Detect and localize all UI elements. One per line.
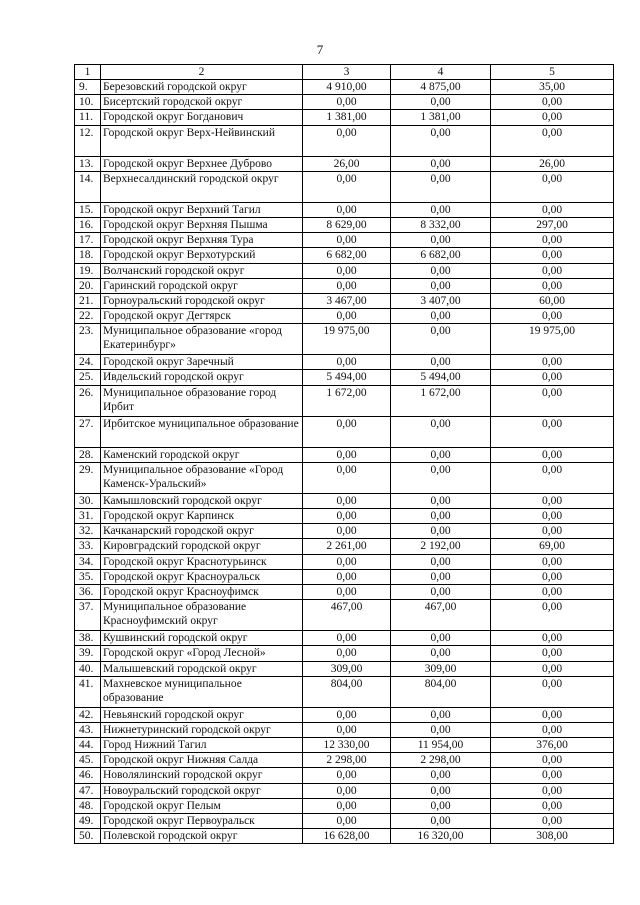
row-number: 29. (75, 462, 101, 493)
value-col-4: 0,00 (391, 783, 491, 798)
value-col-5: 0,00 (491, 600, 614, 631)
municipality-name: Городской округ Богданович (101, 110, 303, 125)
value-col-4: 0,00 (391, 447, 491, 462)
municipality-name: Невьянский городской округ (101, 707, 303, 722)
municipality-name: Городской округ Верхняя Пышма (101, 217, 303, 232)
table-row (75, 798, 614, 813)
row-number: 25. (75, 370, 101, 385)
value-col-4: 4 875,00 (391, 80, 491, 95)
value-col-4: 0,00 (391, 462, 491, 493)
value-col-3: 2 298,00 (303, 753, 391, 768)
value-col-4: 0,00 (391, 278, 491, 293)
value-col-5: 0,00 (491, 125, 614, 156)
table-row (75, 233, 614, 248)
row-number: 12. (75, 125, 101, 156)
value-col-3: 0,00 (303, 462, 391, 493)
table-row (75, 263, 614, 278)
value-col-4: 6 682,00 (391, 248, 491, 263)
value-col-3: 0,00 (303, 95, 391, 110)
row-number: 14. (75, 171, 101, 202)
value-col-5: 0,00 (491, 416, 614, 447)
value-col-3: 0,00 (303, 171, 391, 202)
table-row (75, 509, 614, 524)
value-col-4: 0,00 (391, 171, 491, 202)
table-row (75, 539, 614, 554)
row-number: 35. (75, 569, 101, 584)
row-number: 22. (75, 309, 101, 324)
value-col-3: 0,00 (303, 814, 391, 829)
value-col-3: 26,00 (303, 156, 391, 171)
value-col-4: 16 320,00 (391, 829, 491, 844)
value-col-5: 0,00 (491, 462, 614, 493)
value-col-3: 0,00 (303, 646, 391, 661)
row-number: 20. (75, 278, 101, 293)
municipality-name: Городской округ Верх-Нейвинский (101, 125, 303, 156)
value-col-3: 0,00 (303, 278, 391, 293)
table-row (75, 324, 614, 355)
value-col-4: 0,00 (391, 798, 491, 813)
value-col-4: 0,00 (391, 814, 491, 829)
municipality-name: Горноуральский городской округ (101, 293, 303, 308)
municipality-name: Городской округ Красноуфимск (101, 584, 303, 599)
value-col-4: 11 954,00 (391, 738, 491, 753)
table-header-row (75, 65, 614, 80)
value-col-3: 0,00 (303, 263, 391, 278)
municipality-name: Городской округ Карпинск (101, 509, 303, 524)
header-cell: 2 (101, 65, 303, 80)
table-row (75, 202, 614, 217)
row-number: 32. (75, 524, 101, 539)
value-col-5: 0,00 (491, 509, 614, 524)
row-number: 11. (75, 110, 101, 125)
municipality-name: Полевской городской округ (101, 829, 303, 844)
table-row (75, 248, 614, 263)
municipality-name: Муниципальное образование «Город Каменск-Уральский» (101, 462, 303, 493)
value-col-5: 0,00 (491, 631, 614, 646)
header-cell: 1 (75, 65, 101, 80)
table-row (75, 707, 614, 722)
value-col-5: 0,00 (491, 524, 614, 539)
value-col-5: 0,00 (491, 646, 614, 661)
row-number: 31. (75, 509, 101, 524)
table-row (75, 722, 614, 737)
municipality-name: Малышевский городской округ (101, 661, 303, 676)
table-row (75, 110, 614, 125)
value-col-4: 0,00 (391, 156, 491, 171)
table-row (75, 738, 614, 753)
table-row (75, 217, 614, 232)
value-col-4: 0,00 (391, 569, 491, 584)
value-col-3: 0,00 (303, 554, 391, 569)
municipality-name: Городской округ Пелым (101, 798, 303, 813)
row-number: 36. (75, 584, 101, 599)
municipality-name: Бисертский городской округ (101, 95, 303, 110)
row-number: 26. (75, 385, 101, 416)
value-col-5: 0,00 (491, 493, 614, 508)
municipality-name: Городской округ Дегтярск (101, 309, 303, 324)
value-col-3: 467,00 (303, 600, 391, 631)
table-body (75, 80, 614, 844)
value-col-4: 0,00 (391, 707, 491, 722)
value-col-4: 1 672,00 (391, 385, 491, 416)
value-col-4: 0,00 (391, 722, 491, 737)
municipality-name: Городской округ Верхнее Дуброво (101, 156, 303, 171)
value-col-3: 3 467,00 (303, 293, 391, 308)
row-number: 41. (75, 676, 101, 707)
value-col-4: 0,00 (391, 631, 491, 646)
value-col-4: 0,00 (391, 524, 491, 539)
page-number: 7 (316, 42, 324, 57)
table-row (75, 462, 614, 493)
value-col-5: 0,00 (491, 278, 614, 293)
value-col-3: 0,00 (303, 584, 391, 599)
value-col-5: 0,00 (491, 309, 614, 324)
value-col-5: 0,00 (491, 753, 614, 768)
value-col-3: 1 381,00 (303, 110, 391, 125)
value-col-3: 0,00 (303, 447, 391, 462)
value-col-4: 0,00 (391, 125, 491, 156)
header-cell: 3 (303, 65, 391, 80)
value-col-5: 0,00 (491, 707, 614, 722)
value-col-5: 0,00 (491, 798, 614, 813)
row-number: 28. (75, 447, 101, 462)
table-row (75, 600, 614, 631)
table-row (75, 524, 614, 539)
row-number: 18. (75, 248, 101, 263)
table-row (75, 447, 614, 462)
value-col-4: 0,00 (391, 309, 491, 324)
value-col-4: 309,00 (391, 661, 491, 676)
row-number: 40. (75, 661, 101, 676)
value-col-5: 0,00 (491, 370, 614, 385)
table-row (75, 385, 614, 416)
value-col-5: 0,00 (491, 722, 614, 737)
value-col-4: 0,00 (391, 233, 491, 248)
value-col-4: 0,00 (391, 509, 491, 524)
value-col-5: 26,00 (491, 156, 614, 171)
table-row (75, 554, 614, 569)
value-col-5: 0,00 (491, 202, 614, 217)
value-col-4: 0,00 (391, 95, 491, 110)
value-col-3: 0,00 (303, 202, 391, 217)
value-col-5: 0,00 (491, 171, 614, 202)
table-row (75, 584, 614, 599)
table-row (75, 80, 614, 95)
row-number: 30. (75, 493, 101, 508)
value-col-3: 2 261,00 (303, 539, 391, 554)
value-col-5: 0,00 (491, 554, 614, 569)
header-cell: 4 (391, 65, 491, 80)
municipality-name: Городской округ «Город Лесной» (101, 646, 303, 661)
row-number: 49. (75, 814, 101, 829)
municipality-name: Верхнесалдинский городской округ (101, 171, 303, 202)
table-row (75, 569, 614, 584)
municipal-budget-table (74, 64, 614, 844)
value-col-3: 0,00 (303, 707, 391, 722)
value-col-4: 0,00 (391, 554, 491, 569)
value-col-3: 0,00 (303, 524, 391, 539)
value-col-3: 6 682,00 (303, 248, 391, 263)
municipality-name: Городской округ Первоуральск (101, 814, 303, 829)
value-col-3: 0,00 (303, 631, 391, 646)
table-row (75, 646, 614, 661)
municipality-name: Городской округ Верхотурский (101, 248, 303, 263)
row-number: 15. (75, 202, 101, 217)
municipality-name: Новоуральский городской округ (101, 783, 303, 798)
value-col-4: 2 298,00 (391, 753, 491, 768)
municipality-name: Городской округ Верхний Тагил (101, 202, 303, 217)
table-row (75, 293, 614, 308)
table-row (75, 783, 614, 798)
value-col-3: 0,00 (303, 509, 391, 524)
value-col-5: 0,00 (491, 233, 614, 248)
municipality-name: Ивдельский городской округ (101, 370, 303, 385)
value-col-3: 8 629,00 (303, 217, 391, 232)
value-col-3: 0,00 (303, 722, 391, 737)
value-col-4: 0,00 (391, 416, 491, 447)
municipality-name: Волчанский городской округ (101, 263, 303, 278)
municipality-name: Муниципальное образование город Ирбит (101, 385, 303, 416)
value-col-5: 35,00 (491, 80, 614, 95)
value-col-3: 0,00 (303, 569, 391, 584)
municipality-name: Новолялинский городской округ (101, 768, 303, 783)
row-number: 9. (75, 80, 101, 95)
value-col-3: 0,00 (303, 768, 391, 783)
value-col-5: 0,00 (491, 676, 614, 707)
value-col-3: 4 910,00 (303, 80, 391, 95)
value-col-4: 804,00 (391, 676, 491, 707)
municipality-name: Кушвинский городской округ (101, 631, 303, 646)
table-row (75, 309, 614, 324)
municipality-name: Махневское муниципальное образование (101, 676, 303, 707)
value-col-5: 0,00 (491, 661, 614, 676)
value-col-3: 5 494,00 (303, 370, 391, 385)
value-col-5: 0,00 (491, 768, 614, 783)
municipality-name: Нижнетуринский городской округ (101, 722, 303, 737)
value-col-4: 0,00 (391, 584, 491, 599)
row-number: 50. (75, 829, 101, 844)
municipality-name: Березовский городской округ (101, 80, 303, 95)
value-col-3: 0,00 (303, 798, 391, 813)
value-col-4: 2 192,00 (391, 539, 491, 554)
table-row (75, 676, 614, 707)
row-number: 44. (75, 738, 101, 753)
value-col-5: 308,00 (491, 829, 614, 844)
row-number: 37. (75, 600, 101, 631)
table-row (75, 416, 614, 447)
table-row (75, 753, 614, 768)
value-col-5: 0,00 (491, 110, 614, 125)
value-col-5: 376,00 (491, 738, 614, 753)
value-col-5: 0,00 (491, 263, 614, 278)
table-row (75, 493, 614, 508)
value-col-5: 0,00 (491, 814, 614, 829)
row-number: 47. (75, 783, 101, 798)
header-cell: 5 (491, 65, 614, 80)
value-col-5: 60,00 (491, 293, 614, 308)
row-number: 10. (75, 95, 101, 110)
municipality-name: Городской округ Краснотурьинск (101, 554, 303, 569)
value-col-4: 467,00 (391, 600, 491, 631)
value-col-3: 0,00 (303, 309, 391, 324)
table-row (75, 631, 614, 646)
table-row (75, 355, 614, 370)
table-row (75, 370, 614, 385)
value-col-3: 0,00 (303, 416, 391, 447)
row-number: 19. (75, 263, 101, 278)
row-number: 17. (75, 233, 101, 248)
value-col-5: 0,00 (491, 95, 614, 110)
value-col-4: 0,00 (391, 646, 491, 661)
table-row (75, 768, 614, 783)
table-row (75, 125, 614, 156)
municipality-name: Город Нижний Тагил (101, 738, 303, 753)
value-col-5: 0,00 (491, 447, 614, 462)
municipality-name: Ирбитское муниципальное образование (101, 416, 303, 447)
value-col-5: 0,00 (491, 385, 614, 416)
municipality-name: Каменский городской округ (101, 447, 303, 462)
value-col-4: 0,00 (391, 768, 491, 783)
municipality-name: Городской округ Верхняя Тура (101, 233, 303, 248)
row-number: 43. (75, 722, 101, 737)
value-col-4: 0,00 (391, 493, 491, 508)
value-col-3: 12 330,00 (303, 738, 391, 753)
value-col-5: 0,00 (491, 584, 614, 599)
value-col-5: 19 975,00 (491, 324, 614, 355)
municipality-name: Гаринский городской округ (101, 278, 303, 293)
table-row (75, 278, 614, 293)
value-col-4: 5 494,00 (391, 370, 491, 385)
value-col-3: 0,00 (303, 233, 391, 248)
row-number: 45. (75, 753, 101, 768)
municipality-name: Качканарский городской округ (101, 524, 303, 539)
value-col-3: 0,00 (303, 125, 391, 156)
row-number: 34. (75, 554, 101, 569)
value-col-4: 0,00 (391, 324, 491, 355)
value-col-4: 8 332,00 (391, 217, 491, 232)
value-col-4: 3 407,00 (391, 293, 491, 308)
value-col-3: 0,00 (303, 783, 391, 798)
municipality-name: Муниципальное образование Красноуфимский округ (101, 600, 303, 631)
table-row (75, 171, 614, 202)
row-number: 46. (75, 768, 101, 783)
row-number: 16. (75, 217, 101, 232)
value-col-4: 0,00 (391, 355, 491, 370)
value-col-3: 16 628,00 (303, 829, 391, 844)
municipality-name: Городской округ Красноуральск (101, 569, 303, 584)
value-col-5: 297,00 (491, 217, 614, 232)
value-col-4: 0,00 (391, 202, 491, 217)
row-number: 48. (75, 798, 101, 813)
municipality-name: Камышловский городской округ (101, 493, 303, 508)
value-col-4: 1 381,00 (391, 110, 491, 125)
table-row (75, 829, 614, 844)
row-number: 13. (75, 156, 101, 171)
row-number: 33. (75, 539, 101, 554)
value-col-5: 69,00 (491, 539, 614, 554)
value-col-3: 804,00 (303, 676, 391, 707)
value-col-5: 0,00 (491, 355, 614, 370)
value-col-3: 0,00 (303, 355, 391, 370)
table-row (75, 95, 614, 110)
municipality-name: Городской округ Заречный (101, 355, 303, 370)
value-col-5: 0,00 (491, 248, 614, 263)
municipality-name: Кировградский городской округ (101, 539, 303, 554)
value-col-4: 0,00 (391, 263, 491, 278)
row-number: 23. (75, 324, 101, 355)
row-number: 27. (75, 416, 101, 447)
value-col-5: 0,00 (491, 569, 614, 584)
municipality-name: Муниципальное образование «город Екатеринбург» (101, 324, 303, 355)
row-number: 42. (75, 707, 101, 722)
value-col-3: 1 672,00 (303, 385, 391, 416)
table-row (75, 661, 614, 676)
table-row (75, 156, 614, 171)
municipality-name: Городской округ Нижняя Салда (101, 753, 303, 768)
value-col-5: 0,00 (491, 783, 614, 798)
row-number: 38. (75, 631, 101, 646)
value-col-3: 309,00 (303, 661, 391, 676)
row-number: 24. (75, 355, 101, 370)
value-col-3: 0,00 (303, 493, 391, 508)
value-col-3: 19 975,00 (303, 324, 391, 355)
row-number: 39. (75, 646, 101, 661)
table-row (75, 814, 614, 829)
row-number: 21. (75, 293, 101, 308)
